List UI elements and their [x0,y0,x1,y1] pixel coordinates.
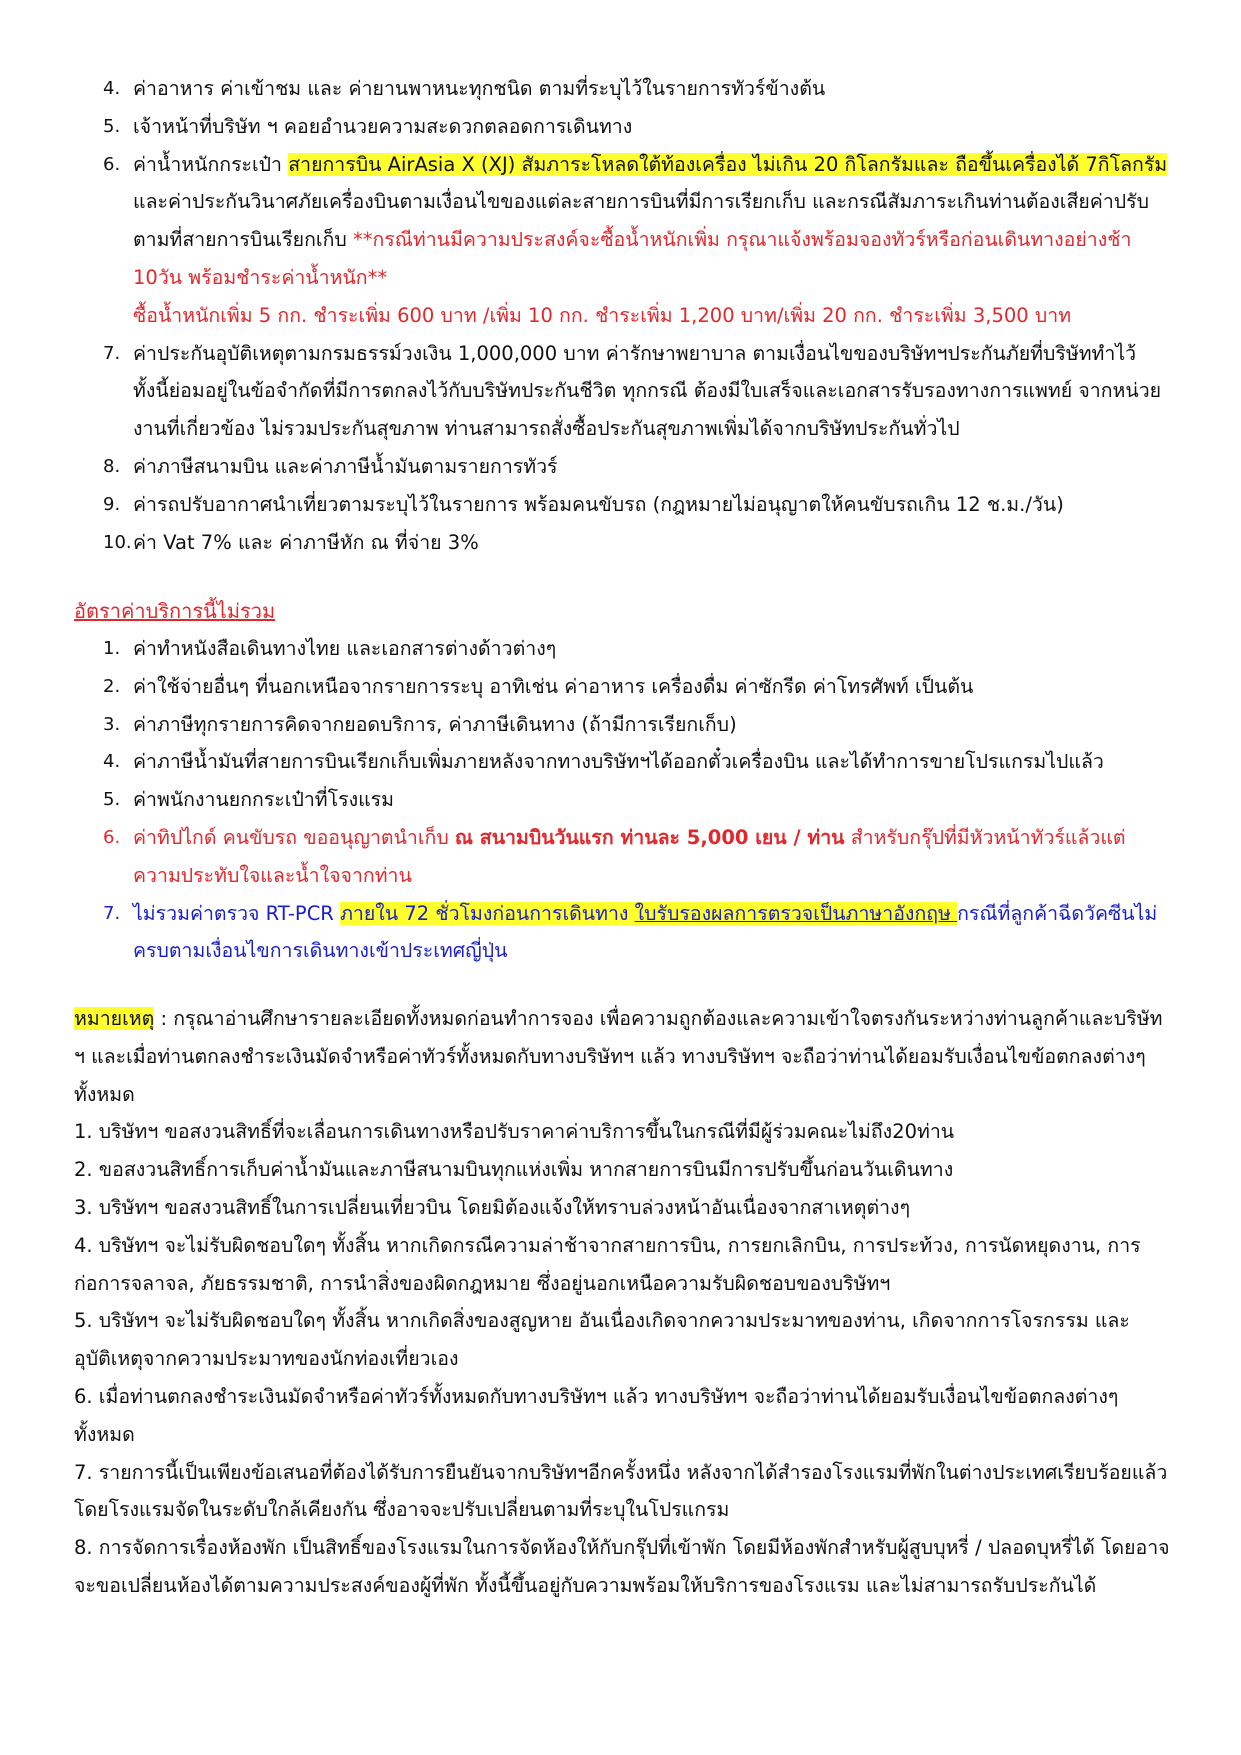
baggage-allowance-highlight: สายการบิน AirAsia X (XJ) สัมภาระโหลดใต้ท้องเครื่อง ไม่เกิน 20 กิโลกรัมและ ถือขึ้นเครื่องได้ 7กิโลกรัม [288,152,1168,176]
included-item-6 [103,146,1173,335]
item-number: 5. [103,789,121,811]
item-text: ค่าอาหาร ค่าเข้าชม และ ค่ายานพาหนะทุกชนิด ตามที่ระบุไว้ในรายการทัวร์ข้างต้น [133,77,826,100]
item-number: 2. [103,675,121,697]
item-text: เจ้าหน้าที่บริษัท ฯ คอยอำนวยความสะดวกตลอดการเดินทาง [133,114,633,138]
remark-item: 6. เมื่อท่านตกลงชำระเงินมัดจำหรือค่าทัวร์ทั้งหมดกับทางบริษัทฯ แล้ว ทางบริษัทฯ จะถือว่าท่านได้ยอมรับเงื่อนไขข้อตกลงต่างๆ ทั้งหมด [74,1384,1119,1446]
included-item-8 [103,448,1173,486]
extra-baggage-note: **กรณีท่านมีความประสงค์จะซื้อน้ำหนักเพิ่ม กรุณาแจ้งพร้อมจองทัวร์หรือก่อนเดินทางอย่างช้า 10วัน พร้อมชำระค่าน้ำหนัก** [133,228,1132,289]
item-text: ค่าใช้จ่ายอื่นๆ ที่นอกเหนือจากรายการระบุ อาทิเช่น ค่าอาหาร เครื่องดื่ม ค่าซักรีด ค่าโทรศัพท์ เป็นต้น [133,674,974,698]
tip-amount: ณ สนามบินวันแรก ท่านละ 5,000 เยน / ท่าน [454,825,845,849]
item-number: 10. [103,531,132,553]
excluded-item-2 [103,668,1173,706]
item-number: 4. [103,751,121,773]
rtpcr-text-cont: กรณีที่ลูกค้าฉีดวัคซีนไม่ครบตามเงื่อนไขการเดินทางเข้าประเทศญี่ปุ่น [133,901,1158,963]
rtpcr-certificate-highlight: ใบรับรองผลการตรวจเป็นภาษาอังกฤษ [634,901,958,925]
item-number: 5. [103,115,121,137]
rtpcr-highlight: ภายใน 72 ชั่วโมงก่อนการเดินทาง [340,901,635,925]
item-number: 7. [103,342,121,364]
item-text: ค่าทำหนังสือเดินทางไทย และเอกสารต่างด้าวต่างๆ [133,637,557,660]
remark-item: 8. การจัดการเรื่องห้องพัก เป็นสิทธิ์ของโรงแรมในการจัดห้องให้กับกรุ๊ปที่เข้าพัก โดยมีห้องพักสำหรับผู้สูบบุหรี่ / ปลอดบุหรี่ได้ โดยอาจจะขอเปลี่ยนห้องได้ตามความประสงค์ของผู้ที่พัก ทั้งนี้ขึ้นอยู่กับความพร้อมให้บริการของโรงแรม และไม่สามารถรับประกันได้ [74,1536,1170,1597]
remark-item: 2. ขอสงวนสิทธิ์การเก็บค่าน้ำมันและภาษีสนามบินทุกแห่งเพิ่ม หากสายการบินมีการปรับขึ้นก่อนวันเดินทาง [74,1158,954,1182]
item-text: ค่าภาษีน้ำมันที่สายการบินเรียกเก็บเพิ่มภายหลังจากทางบริษัทฯได้ออกตั๋วเครื่องบิน และได้ทำการขายโปรแกรมไปแล้ว [133,750,1104,774]
item-number: 8. [103,455,121,477]
included-item-7 [103,335,1173,448]
item-number: 6. [103,153,121,175]
item-number: 7. [103,902,121,924]
excluded-item-4 [103,743,1173,781]
included-item-10 [103,524,1173,562]
remark-item: 7. รายการนี้เป็นเพียงข้อเสนอที่ต้องได้รับการยืนยันจากบริษัทฯอีกครั้งหนึ่ง หลังจากได้สำรองโรงแรมที่พักในต่างประเทศเรียบร้อยแล้ว โดยโรงแรมจัดในระดับใกล้เคียงกัน ซึ่งอาจจะปรับเปลี่ยนตามที่ระบุในโปรแกรม [74,1460,1168,1522]
excluded-item-6 [103,819,1173,895]
remark-item: 3. บริษัทฯ ขอสงวนสิทธิ์ในการเปลี่ยนเที่ยวบิน โดยมิต้องแจ้งให้ทราบล่วงหน้าอันเนื่องจากสาเหตุต่างๆ [74,1195,911,1219]
excluded-heading: อัตราค่าบริการนี้ไม่รวม [74,599,276,623]
item-text: ค่ารถปรับอากาศนำเที่ยวตามระบุไว้ในรายการ พร้อมคนขับรถ (กฎหมายไม่อนุญาตให้คนขับรถเกิน 12 ช.ม./วัน) [133,492,1064,516]
remarks-section [74,1000,1174,1605]
item-number: 3. [103,713,121,735]
remark-item: 5. บริษัทฯ จะไม่รับผิดชอบใดๆ ทั้งสิ้น หากเกิดสิ่งของสูญหาย อันเนื่องเกิดจากความประมาทของท่าน, เกิดจากการโจรกรรม และอุบัติเหตุจากความประมาทของนักท่องเที่ยวเอง [74,1309,1130,1371]
remarks-intro-text: : กรุณาอ่านศึกษารายละเอียดทั้งหมดก่อนทำการจอง เพื่อความถูกต้องและความเข้าใจตรงกันระหว่างท่านลูกค้าและบริษัท ฯ และเมื่อท่านตกลงชำระเงินมัดจำหรือค่าทัวร์ทั้งหมดกับทางบริษัทฯ แล้ว ทางบริษัทฯ จะถือว่าท่านได้ยอมรับเงื่อนไขข้อตกลงต่างๆ ทั้งหมด [74,1007,1163,1106]
remark-item: 1. บริษัทฯ ขอสงวนสิทธิ์ที่จะเลื่อนการเดินทางหรือปรับราคาค่าบริการขึ้นในกรณีที่มีผู้ร่วมคณะไม่ถึง20ท่าน [74,1120,955,1144]
excluded-list [103,630,1173,970]
item-number: 9. [103,493,121,515]
item-text: ค่าน้ำหนักกระเป๋า [133,152,289,176]
excluded-item-3 [103,706,1173,744]
tip-text: ค่าทิปไกด์ คนขับรถ ขออนุญาตนำเก็บ [133,825,455,849]
item-number: 6. [103,826,121,848]
remarks-label: หมายเหตุ [74,1007,155,1030]
excluded-item-5 [103,781,1173,819]
item-text: ค่า Vat 7% และ ค่าภาษีหัก ณ ที่จ่าย 3% [133,530,479,554]
remarks-intro [74,1000,1174,1113]
excluded-item-7 [103,895,1173,971]
included-item-4 [103,70,1173,108]
item-number: 4. [103,78,121,99]
item-text: ค่าภาษีสนามบิน และค่าภาษีน้ำมันตามรายการทัวร์ [133,454,558,478]
item-text-cont: และค่าประกันวินาศภัยเครื่องบินตามเงื่อนไขของแต่ละสายการบินที่มีการเรียกเก็บ และกรณีสัมภาระเกินท่านต้องเสียค่าปรับตามที่สายการบินเรียกเก็บ [133,190,1149,252]
item-text: ค่าพนักงานยกกระเป๋าที่โรงแรม [133,788,394,812]
included-list [103,70,1173,561]
item-text: ค่าภาษีทุกรายการคิดจากยอดบริการ, ค่าภาษีเดินทาง (ถ้ามีการเรียกเก็บ) [133,712,737,736]
extra-baggage-prices: ซื้อน้ำหนักเพิ่ม 5 กก. ชำระเพิ่ม 600 บาท /เพิ่ม 10 กก. ชำระเพิ่ม 1,200 บาท/เพิ่ม 20 กก. ชำระเพิ่ม 3,500 บาท [133,303,1072,327]
rtpcr-text: ไม่รวมค่าตรวจ RT-PCR [133,901,341,925]
excluded-item-1 [103,630,1173,668]
item-text: ค่าประกันอุบัติเหตุตามกรมธรรม์วงเงิน 1,000,000 บาท ค่ารักษาพยาบาล ตามเงื่อนไขของบริษัทฯประกันภัยที่บริษัททำไว้ ทั้งนี้ย่อมอยู่ในข้อจำกัดที่มีการตกลงไว้กับบริษัทประกันชีวิต ทุกกรณี ต้องมีใบเสร็จและเอกสารรับรองทางการแพทย์ จากหน่วยงานที่เกี่ยวข้อง ไม่รวมประกันสุขภาพ ท่านสามารถสั่งซื้อประกันสุขภาพเพิ่มได้จากบริษัทประกันทั่วไป [133,341,1162,441]
tip-text-cont: สำหรับกรุ๊ปที่มีหัวหน้าทัวร์แล้วแต่ความประทับใจและน้ำใจจากท่าน [133,825,1126,887]
included-item-9 [103,486,1173,524]
remark-item: 4. บริษัทฯ จะไม่รับผิดชอบใดๆ ทั้งสิ้น หากเกิดกรณีความล่าช้าจากสายการบิน, การยกเลิกบิน, การประท้วง, การนัดหยุดงาน, การก่อการจลาจล, ภัยธรรมชาติ, การนำสิ่งของผิดกฎหมาย ซึ่งอยู่นอกเหนือความรับผิดชอบของบริษัทฯ [74,1233,1141,1295]
item-number: 1. [103,638,121,659]
included-item-5 [103,108,1173,146]
